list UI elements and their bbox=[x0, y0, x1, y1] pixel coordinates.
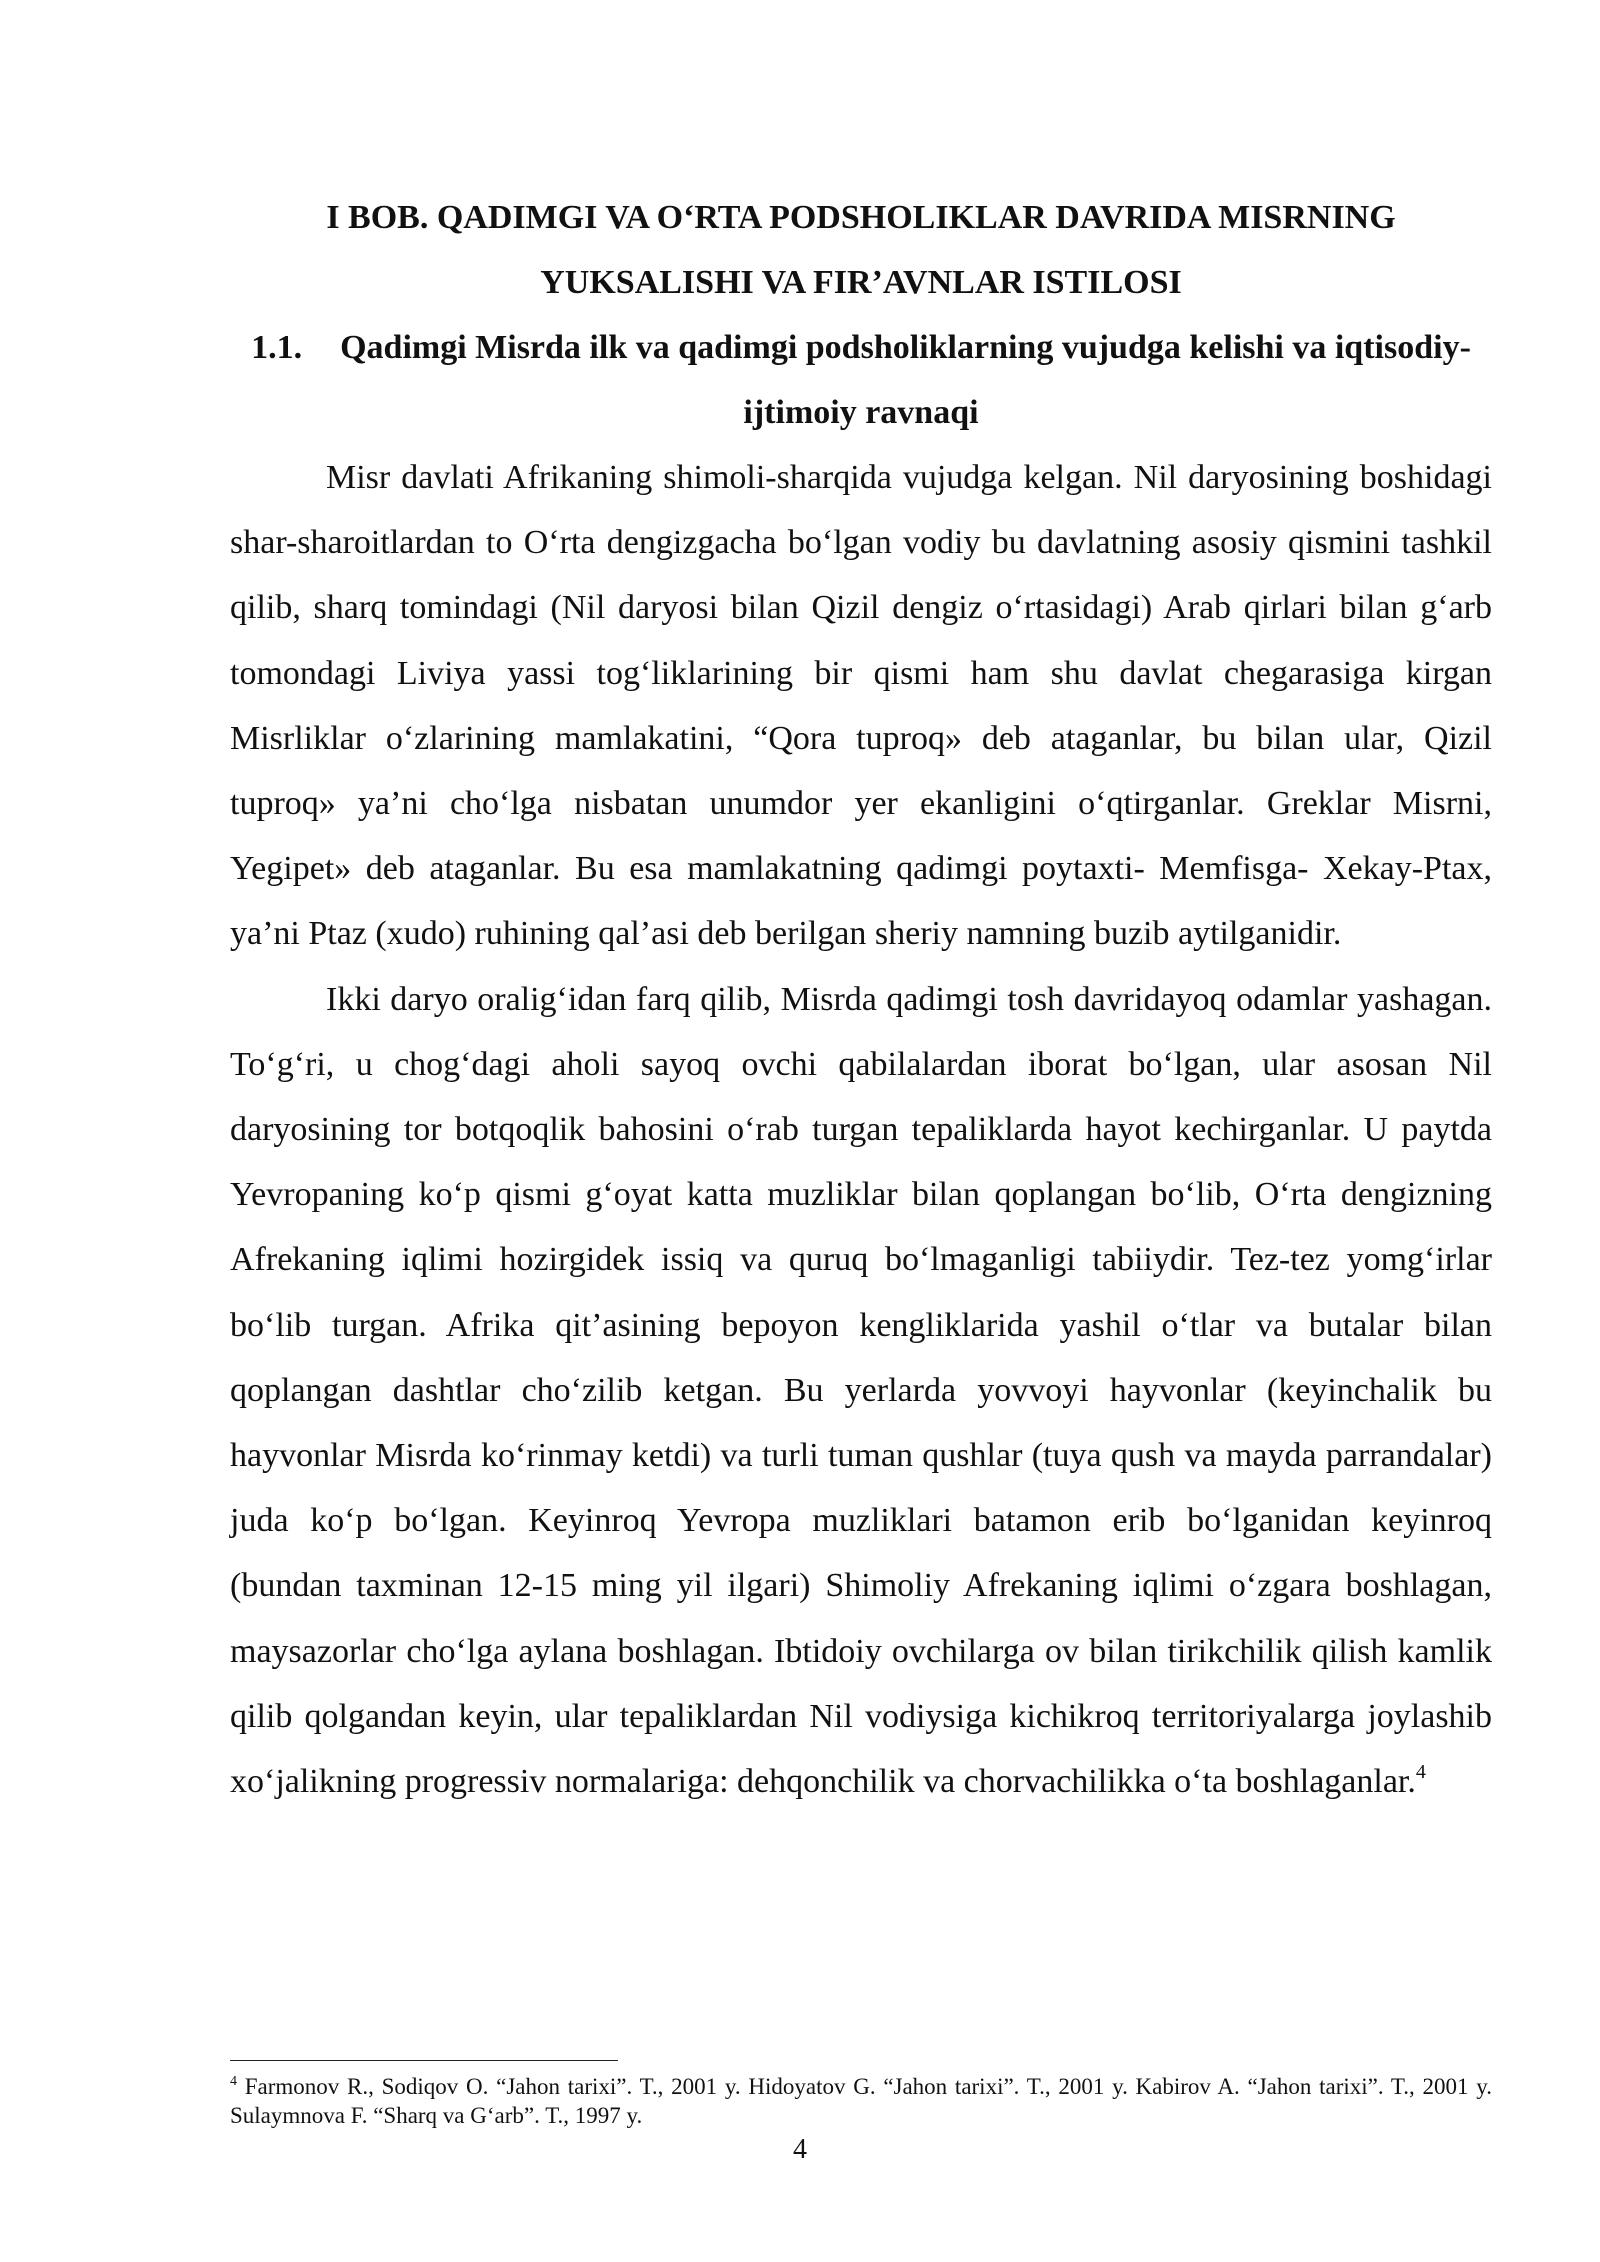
paragraph-1: Misr davlati Afrikaning shimoli-sharqida vujudga kelgan. Nil daryosining boshidagi shar-sharoitlardan to O‘rta dengizgacha bo‘lgan vodiy bu davlatning asosiy qismini tashkil qilib, sharq tomindagi (Nil daryosi bilan Qizil dengiz o‘rtasidagi) Arab qirlari bilan g‘arb tomondagi Liviya yassi tog‘liklarining bir qismi ham shu davlat chegarasiga kirgan Misrliklar o‘zlarining mamlakatini, “Qora tuproq» deb ataganlar, bu bilan ular, Qizil tuproq» ya’ni cho‘lga nisbatan unumdor yer ekanligini o‘qtirganlar. Greklar Misrni, Yegipet» deb ataganlar. Bu esa mamlakatning qadimgi poytaxti- Memfisga- Xekay-Ptax, ya’ni Ptaz (xudo) ruhining qal’asi deb berilgan sheriy namning buzib aytilganidir. bbox=[230, 459, 1492, 953]
footnote bbox=[230, 2072, 1492, 2130]
footnote-reference[interactable]: 4 bbox=[1415, 1761, 1426, 1784]
section-title: Qadimgi Misrda ilk va qadimgi podsholiklarning vujudga kelishi va iqtisodiy-ijtimoiy ravnaqi bbox=[340, 329, 1471, 431]
footnote-text: Farmonov R., Sodiqov O. “Jahon tarixi”. T., 2001 y. Hidoyatov G. “Jahon tarixi”. T., 2001 y. Kabirov A. “Jahon tarixi”. T., 2001 y. Sulaymnova F. “Sharq va G‘arb”. T., 1997 y. bbox=[230, 2074, 1493, 2128]
footnote-mark: 4 bbox=[230, 2074, 237, 2089]
paragraph-2 bbox=[230, 967, 1492, 1815]
page-number: 4 bbox=[793, 2134, 807, 2165]
section-number: 1.1. bbox=[251, 329, 303, 366]
section-heading bbox=[230, 315, 1492, 445]
paragraph-2-text: Ikki daryo oralig‘idan farq qilib, Misrda qadimgi tosh davridayoq odamlar yashagan. To‘g‘ri, u chog‘dagi aholi sayoq ovchi qabilalardan iborat bo‘lgan, ular asosan Nil daryosining tor botqoqlik bahosini o‘rab turgan tepaliklarda hayot kechirganlar. U paytda Yevropaning ko‘p qismi g‘oyat katta muzliklar bilan qoplangan bo‘lib, O‘rta dengizning Afrekaning iqlimi hozirgidek issiq va quruq bo‘lmaganligi tabiiydir. Tez-tez yomg‘irlar bo‘lib turgan. Afrika qit’asining bepoyon kengliklarida yashil o‘tlar va butalar bilan qoplangan dashtlar cho‘zilib ketgan. Bu yerlarda yovvoyi hayvonlar (keyinchalik bu hayvonlar Misrda ko‘rinmay ketdi) va turli tuman qushlar (tuya qush va mayda parrandalar) juda ko‘p bo‘lgan. Keyinroq Yevropa muzliklari batamon erib bo‘lganidan keyinroq (bundan taxminan 12-15 ming yil ilgari) Shimoliy Afrekaning iqlimi o‘zgara boshlagan, maysazorlar cho‘lga aylana boshlagan. Ibtidoiy ovchilarga ov bilan tirikchilik qilish kamlik qilib qolgandan keyin, ular tepaliklardan Nil vodiysiga kichikroq territoriyalarga joylashib xo‘jalikning progressiv normalariga: dehqonchilik va chorvachilikka o‘ta boshlaganlar. bbox=[230, 980, 1492, 1801]
footnote-divider bbox=[230, 2060, 618, 2061]
page-content bbox=[230, 185, 1492, 1814]
chapter-title: I BOB. QADIMGI VA O‘RTA PODSHOLIKLAR DAVRIDA MISRNING YUKSALISHI VA FIR’AVNLAR ISTILOSI bbox=[326, 199, 1396, 301]
